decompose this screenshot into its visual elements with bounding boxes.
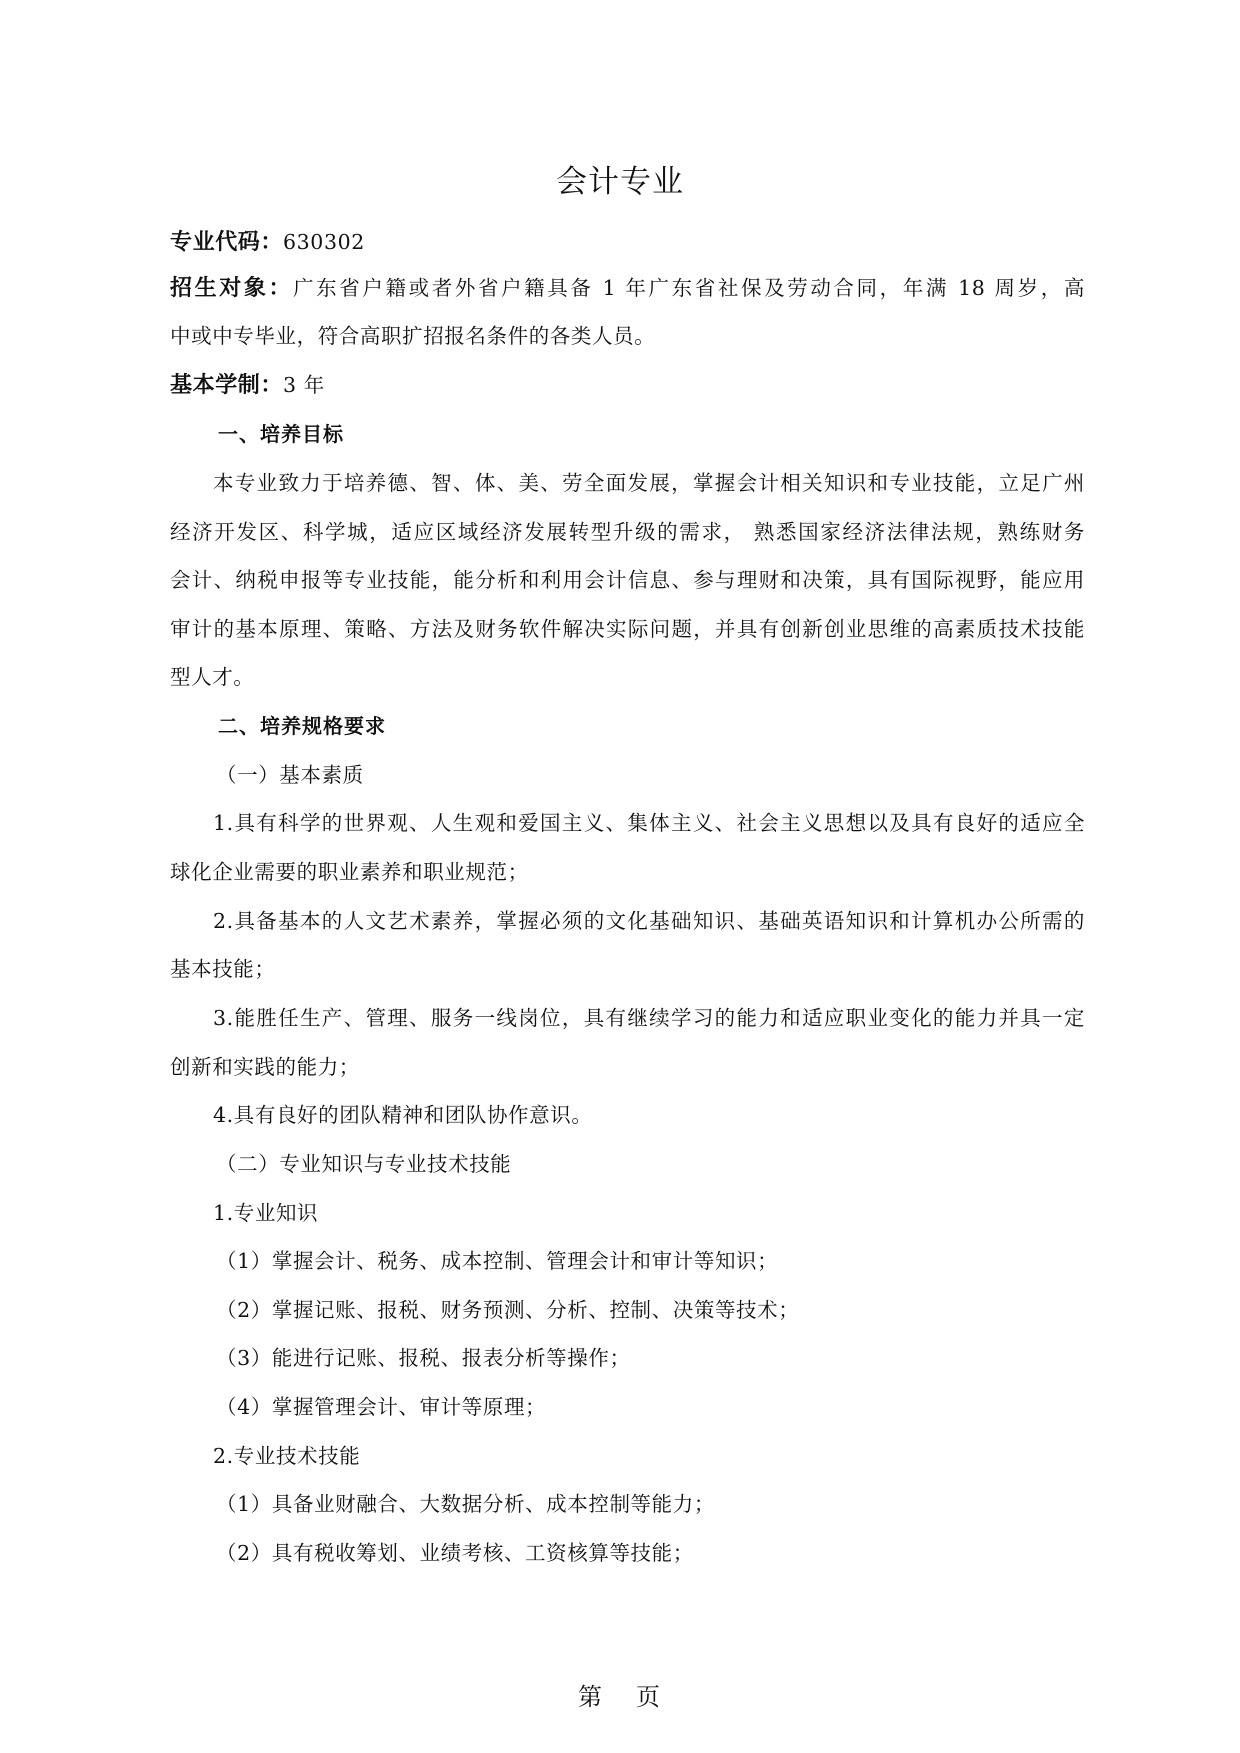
enrollment-text-1: 广东省户籍或者外省户籍具备 1 年广东省社保及劳动合同，年满 18 周岁，高: [293, 276, 1085, 300]
section-heading-objectives: 一、培养目标: [218, 422, 344, 446]
page-title: 会计专业: [556, 164, 684, 200]
knowledge-item: （3）能进行记账、报税、报表分析等操作；: [216, 1346, 631, 1370]
skills-item: （2）具有税收筹划、业绩考核、工资核算等技能；: [216, 1541, 694, 1565]
quality-item-4: 4.具有良好的团队精神和团队协作意识。: [213, 1103, 593, 1127]
quality-item-3-line-1: 3.能胜任生产、管理、服务一线岗位，具有继续学习的能力和适应职业变化的能力并具一定: [213, 1006, 1085, 1030]
major-code-value: 630302: [283, 230, 365, 254]
footer-page-suffix: 页: [636, 1683, 662, 1711]
quality-item-3-line-2: 创新和实践的能力；: [170, 1055, 360, 1079]
subheading-knowledge-skills: （二）专业知识与专业技术技能: [216, 1152, 512, 1176]
enrollment-label: 招生对象：: [170, 276, 294, 301]
knowledge-item: （1）掌握会计、税务、成本控制、管理会计和审计等知识；: [216, 1249, 779, 1273]
quality-item-1-line-1: 1.具有科学的世界观、人生观和爱国主义、集体主义、社会主义思想以及具有良好的适应全: [213, 811, 1085, 835]
section-heading-requirements: 二、培养规格要求: [218, 714, 386, 738]
duration-value: 3 年: [283, 373, 325, 397]
objectives-line: 本专业致力于培养德、智、体、美、劳全面发展，掌握会计相关知识和专业技能，立足广州: [213, 471, 1085, 495]
knowledge-item: （2）掌握记账、报税、财务预测、分析、控制、决策等技术；: [216, 1298, 800, 1322]
knowledge-heading: 1.专业知识: [213, 1201, 319, 1225]
knowledge-item: （4）掌握管理会计、审计等原理；: [216, 1395, 547, 1419]
objectives-line: 型人才。: [170, 665, 255, 689]
duration-label: 基本学制：: [170, 373, 284, 398]
subheading-basic-qualities: （一）基本素质: [216, 763, 364, 787]
major-code-line: [170, 227, 1085, 258]
skills-heading: 2.专业技术技能: [213, 1444, 361, 1468]
quality-item-2-line-2: 基本技能；: [170, 957, 276, 981]
duration-line: [170, 370, 1085, 401]
objectives-line: 审计的基本原理、策略、方法及财务软件解决实际问题，并具有创新创业思维的高素质技术技能: [170, 617, 1085, 641]
enrollment-line-2: 中或中专毕业，符合高职扩招报名条件的各类人员。: [170, 324, 656, 348]
enrollment-line-1: [170, 273, 1085, 304]
quality-item-2-line-1: 2.具备基本的人文艺术素养，掌握必须的文化基础知识、基础英语知识和计算机办公所需的: [213, 909, 1085, 933]
page-footer: [0, 1680, 1240, 1714]
quality-item-1-line-2: 球化企业需要的职业素养和职业规范；: [170, 860, 529, 884]
objectives-line: 经济开发区、科学城，适应区域经济发展转型升级的需求， 熟悉国家经济法律法规，熟练财务: [170, 520, 1085, 544]
footer-page-prefix: 第: [578, 1683, 604, 1711]
objectives-line: 会计、纳税申报等专业技能，能分析和利用会计信息、参与理财和决策，具有国际视野，能应用: [170, 568, 1085, 592]
skills-item: （1）具备业财融合、大数据分析、成本控制等能力；: [216, 1492, 715, 1516]
major-code-label: 专业代码：: [170, 230, 284, 255]
